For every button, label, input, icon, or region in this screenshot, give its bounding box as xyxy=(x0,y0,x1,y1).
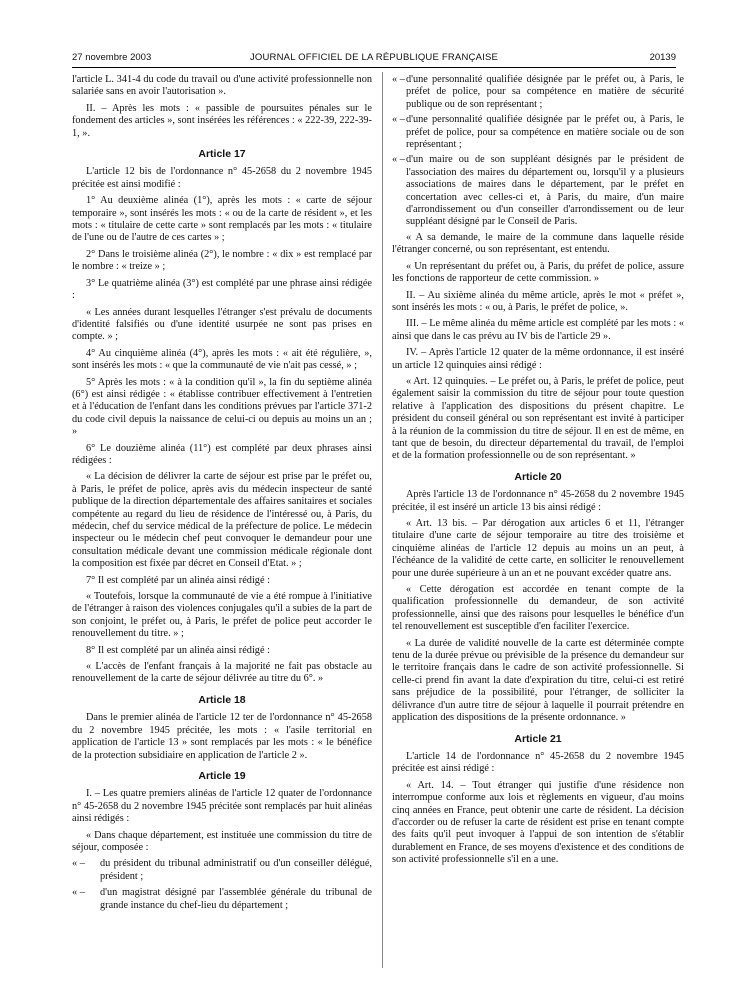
list-item-text: d'une personnalité qualifiée désignée par le préfet ou, à Paris, le préfet de police, pour sa compétence en matière sociale ou de son représentant ; xyxy=(406,114,684,151)
quoted-paragraph: « A sa demande, le maire de la commune dans laquelle réside l'étranger concerné, ou son représentant, est entendu. xyxy=(392,231,684,256)
quoted-paragraph: « Les années durant lesquelles l'étranger s'est prévalu de documents d'identité falsifiés ou d'une identité usurpée ne sont pas prises en compte. » ; xyxy=(72,306,372,343)
quoted-paragraph: « Un représentant du préfet ou, à Paris, du préfet de police, assure les fonctions de rapporteur de cette commission. » xyxy=(392,260,684,285)
paragraph: III. – Le même alinéa du même article est complété par les mots : « ainsi que dans le cas prévu au IV bis de l'article 29 ». xyxy=(392,318,684,342)
quoted-paragraph: « Cette dérogation est accordée en tenant compte de la qualification professionnelle du demandeur, de son activité professionnelle, ainsi que des raisons pour lesquelles le bénéfice d'un tel renouvellement est susceptible d'en faciliter l'exercice. xyxy=(392,584,684,633)
list-item xyxy=(392,114,684,151)
paragraph: l'article L. 341-4 du code du travail ou d'une activité professionnelle non salariée sans en avoir l'autorisation ». xyxy=(72,74,372,98)
column-divider xyxy=(382,72,383,968)
quoted-paragraph: « Dans chaque département, est instituée une commission du titre de séjour, composée : xyxy=(72,829,372,853)
page-header xyxy=(72,52,676,68)
paragraph: L'article 12 bis de l'ordonnance n° 45-2658 du 2 novembre 1945 précitée est ainsi modifié : xyxy=(72,166,372,190)
paragraph: 3° Le quatrième alinéa (3°) est complété par une phrase ainsi rédigée : xyxy=(72,277,372,302)
header-rule xyxy=(72,67,676,68)
paragraph: L'article 14 de l'ordonnance n° 45-2658 du 2 novembre 1945 précitée est ainsi rédigé : xyxy=(392,750,684,775)
paragraph: 5° Après les mots : « à la condition qu'il », la fin du septième alinéa (6°) est ainsi rédigée : « établisse contribuer effectivement à l'entretien et à l'éducation de l'enfant dans les conditions prévues par l'article 371-2 du code civil depuis la naissance de celui-ci ou depuis au moins un an ; » xyxy=(72,376,372,438)
quoted-paragraph: « Toutefois, lorsque la communauté de vie a été rompue à l'initiative de l'étranger à raison des violences conjugales qu'il a subies de la part de son conjoint, le préfet ou, à Paris, le préfet de police peut accorder le renouvellement du titre. » ; xyxy=(72,591,372,640)
list-item-text: d'un maire ou de son suppléant désignés par le président de l'association des maires du département ou, lorsqu'il y a plusieurs associations de maires dans le département, par le préfet en concertation avec celles-ci et, à Paris, du maire, d'un maire d'arrondissement ou d'un conseiller d'arrondissement ou de leur suppléant désigné par le Conseil de Paris. xyxy=(406,154,684,228)
quoted-paragraph: « Art. 14. – Tout étranger qui justifie d'une résidence non interrompue conforme aux lois et règlements en vigueur, d'au moins cinq années en France, peut obtenir une carte de résident. La décision d'accorder ou de refuser la carte de résident est prise en tenant compte des faits qu'il peut invoquer à l'appui de son intention de s'établir durablement en France, de ses moyens d'existence et des conditions de son activité professionnelle s'il en a une. xyxy=(392,779,684,866)
paragraph: 4° Au cinquième alinéa (4°), après les mots : « ait été régulière, », sont insérés les mots : « que la communauté de vie n'ait pas cessé, » ; xyxy=(72,347,372,372)
paragraph: 8° Il est complété par un alinéa ainsi rédigé : xyxy=(86,644,270,656)
paragraph: II. – Après les mots : « passible de poursuites pénales sur le fondement des articles », sont insérées les références : « 222-39, 222-39-1, ». xyxy=(72,102,372,139)
paragraph: Dans le premier alinéa de l'article 12 ter de l'ordonnance n° 45-2658 du 2 novembre 1945 précitée, les mots : « l'asile territorial en application de l'article 13 » sont remplacés par les mots : « le bénéfice de la protection subsidiaire en application de l'article 2 ». xyxy=(72,712,372,761)
dash-marker: « – xyxy=(72,887,85,899)
list-item-text: du président du tribunal administratif ou d'un conseiller délégué, président ; xyxy=(100,858,372,882)
dash-marker: « – xyxy=(392,114,405,126)
article-heading: Article 20 xyxy=(514,470,562,483)
list-item xyxy=(72,858,372,883)
list-item xyxy=(72,887,372,912)
article-heading: Article 18 xyxy=(198,693,246,706)
quoted-paragraph: « La durée de validité nouvelle de la carte est déterminée compte tenu de la durée prévue ou prévisible de la présence du demandeur sur le territoire français dans le cadre de son activité professionnelle. Si celle-ci prend fin avant la date d'expiration du titre, celui-ci est retiré sans préjudice de la possibilité, pour l'étranger, de solliciter la délivrance d'un autre titre de séjour à laquelle il pourrait prétendre en application des dispositions de la présente ordonnance. » xyxy=(392,637,684,724)
article-heading: Article 21 xyxy=(514,732,562,745)
paragraph: II. – Au sixième alinéa du même article, après le mot « préfet », sont insérés les mots : « ou, à Paris, le préfet de police, ». xyxy=(392,289,684,313)
quoted-paragraph: « La décision de délivrer la carte de séjour est prise par le préfet ou, à Paris, le préfet de police, après avis du médecin inspecteur de santé publique de la direction départementale des affaires sanitaires et sociales compétente au regard du lieu de résidence de l'intéressé ou, à Paris, du médecin, chef du service médical de la préfecture de police. Le médecin inspecteur ou le médecin chef peut convoquer le demandeur pour une consultation médicale devant une commission médicale régionale dont la composition est fixée par décret en Conseil d'Etat. » ; xyxy=(72,471,372,570)
list-item xyxy=(392,154,684,228)
dash-marker: « – xyxy=(72,858,85,870)
paragraph: 7° Il est complété par un alinéa ainsi rédigé : xyxy=(86,574,270,586)
list-item-text: d'un magistrat désigné par l'assemblée générale du tribunal de grande instance du chef-lieu du département ; xyxy=(100,887,372,911)
quoted-paragraph: « Art. 13 bis. – Par dérogation aux articles 6 et 11, l'étranger titulaire d'une carte de séjour temporaire au titre des troisième et cinquième alinéas de l'article 12 depuis au moins un an peut, à l'échéance de la validité de cette carte, en solliciter le renouvellement pour une durée supérieure à un an et ne pouvant excéder quatre ans. xyxy=(392,518,684,579)
paragraph: 2° Dans le troisième alinéa (2°), le nombre : « dix » est remplacé par le nombre : « treize » ; xyxy=(72,248,372,273)
right-column xyxy=(392,74,684,871)
quoted-paragraph: « L'accès de l'enfant français à la majorité ne fait pas obstacle au renouvellement de la carte de séjour délivrée au titre du 6°. » xyxy=(72,661,372,685)
dash-marker: « – xyxy=(392,74,405,85)
paragraph: IV. – Après l'article 12 quater de la même ordonnance, il est inséré un article 12 quinquies ainsi rédigé : xyxy=(392,347,684,371)
paragraph: Après l'article 13 de l'ordonnance n° 45-2658 du 2 novembre 1945 précitée, il est inséré un article 13 bis ainsi rédigé : xyxy=(392,489,684,513)
header-page-number: 20139 xyxy=(649,52,676,63)
left-column xyxy=(72,74,372,916)
header-date: 27 novembre 2003 xyxy=(72,52,152,63)
header-journal-title: JOURNAL OFFICIEL DE LA RÉPUBLIQUE FRANÇAISE xyxy=(249,52,499,63)
list-item-text: d'une personnalité qualifiée désignée par le préfet ou, à Paris, le préfet de police, pour sa compétence en matière de sécurité publique ou de son représentant ; xyxy=(406,74,684,110)
quoted-paragraph: « Art. 12 quinquies. – Le préfet ou, à Paris, le préfet de police, peut également saisir la commission du titre de séjour pour toute question relative à l'application des dispositions du présent chapitre. Le président du conseil général ou son représentant est invité à participer à la réunion de la commission du titre de séjour. Il en est de même, en tant que de besoin, du directeur départemental du travail, de l'emploi et de la formation professionnelle ou de son représentant. » xyxy=(392,375,684,462)
article-heading: Article 17 xyxy=(198,148,246,161)
list-item xyxy=(392,74,684,111)
paragraph: 6° Le douzième alinéa (11°) est complété par deux phrases ainsi rédigées : xyxy=(72,442,372,466)
article-heading: Article 19 xyxy=(198,769,246,782)
paragraph: I. – Les quatre premiers alinéas de l'article 12 quater de l'ordonnance n° 45-2658 du 2 novembre 1945 précitée sont remplacés par huit alinéas ainsi rédigés : xyxy=(72,788,372,825)
dash-marker: « – xyxy=(392,154,405,166)
paragraph: 1° Au deuxième alinéa (1°), après les mots : « carte de séjour temporaire », sont insérés les mots : « ou de la carte de résident », et les mots : « titulaire de cette carte » sont remplacés par les mots : « titulaire de l'une ou de l'autre de ces cartes » ; xyxy=(72,195,372,244)
